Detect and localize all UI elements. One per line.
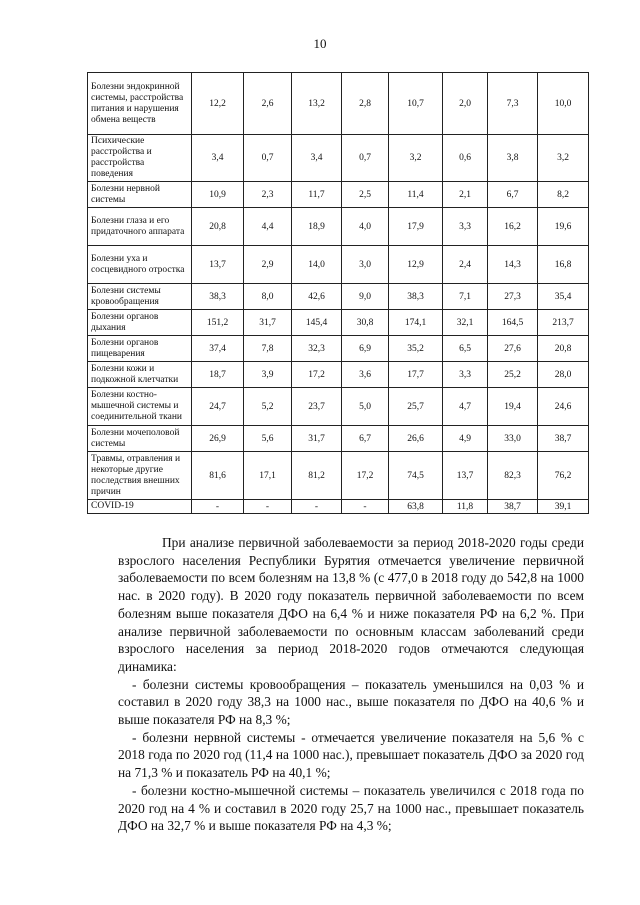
row-label: Болезни костно-мышечной системы и соединительной ткани xyxy=(88,388,192,426)
value-cell: 18,9 xyxy=(292,208,342,246)
value-cell: 0,7 xyxy=(244,135,292,182)
value-cell: 13,2 xyxy=(292,73,342,135)
value-cell: 30,8 xyxy=(342,310,389,336)
value-cell: 17,2 xyxy=(342,452,389,500)
value-cell: 3,2 xyxy=(389,135,443,182)
value-cell: 7,3 xyxy=(488,73,538,135)
table-row xyxy=(88,135,589,182)
value-cell: 20,8 xyxy=(538,336,589,362)
row-label: Болезни органов пищеварения xyxy=(88,336,192,362)
value-cell: 74,5 xyxy=(389,452,443,500)
value-cell: 17,7 xyxy=(389,362,443,388)
row-label: Психические расстройства и расстройства поведения xyxy=(88,135,192,182)
value-cell: 3,9 xyxy=(244,362,292,388)
table-row xyxy=(88,284,589,310)
value-cell: 35,2 xyxy=(389,336,443,362)
value-cell: 9,0 xyxy=(342,284,389,310)
value-cell: - xyxy=(292,500,342,514)
row-label: Болезни уха и сосцевидного отростка xyxy=(88,246,192,284)
value-cell: 31,7 xyxy=(244,310,292,336)
value-cell: 2,6 xyxy=(244,73,292,135)
value-cell: 3,4 xyxy=(292,135,342,182)
value-cell: 38,3 xyxy=(192,284,244,310)
value-cell: 10,9 xyxy=(192,182,244,208)
value-cell: 8,2 xyxy=(538,182,589,208)
value-cell: 14,0 xyxy=(292,246,342,284)
body-text xyxy=(118,534,584,835)
table-body xyxy=(88,73,589,514)
value-cell: 24,7 xyxy=(192,388,244,426)
value-cell: 63,8 xyxy=(389,500,443,514)
value-cell: 25,2 xyxy=(488,362,538,388)
value-cell: 18,7 xyxy=(192,362,244,388)
table-row xyxy=(88,182,589,208)
table-row xyxy=(88,208,589,246)
value-cell: 6,9 xyxy=(342,336,389,362)
value-cell: 2,4 xyxy=(443,246,488,284)
row-label: Болезни эндокринной системы, расстройства питания и нарушения обмена веществ xyxy=(88,73,192,135)
value-cell: 38,7 xyxy=(538,426,589,452)
table-row xyxy=(88,73,589,135)
value-cell: 38,3 xyxy=(389,284,443,310)
table-row xyxy=(88,246,589,284)
table-row xyxy=(88,452,589,500)
value-cell: 32,3 xyxy=(292,336,342,362)
value-cell: 10,7 xyxy=(389,73,443,135)
value-cell: 13,7 xyxy=(192,246,244,284)
row-label: Травмы, отравления и некоторые другие последствия внешних причин xyxy=(88,452,192,500)
row-label: Болезни нервной системы xyxy=(88,182,192,208)
value-cell: 23,7 xyxy=(292,388,342,426)
value-cell: 31,7 xyxy=(292,426,342,452)
value-cell: 11,8 xyxy=(443,500,488,514)
morbidity-table xyxy=(87,72,589,514)
value-cell: - xyxy=(192,500,244,514)
row-label: Болезни кожи и подкожной клетчатки xyxy=(88,362,192,388)
value-cell: 27,3 xyxy=(488,284,538,310)
value-cell: 19,4 xyxy=(488,388,538,426)
value-cell: 164,5 xyxy=(488,310,538,336)
value-cell: 2,8 xyxy=(342,73,389,135)
value-cell: 16,8 xyxy=(538,246,589,284)
paragraph-nervous: - болезни нервной системы - отмечается увеличение показателя на 5,6 % с 2018 года по 2020 год (11,4 на 1000 нас.), превышает показатель ДФО за 2020 год на 71,3 % и показатель РФ на 40,1 %; xyxy=(118,729,584,781)
value-cell: - xyxy=(244,500,292,514)
value-cell: 11,4 xyxy=(389,182,443,208)
value-cell: 28,0 xyxy=(538,362,589,388)
value-cell: 12,9 xyxy=(389,246,443,284)
value-cell: 42,6 xyxy=(292,284,342,310)
value-cell: 4,0 xyxy=(342,208,389,246)
value-cell: 76,2 xyxy=(538,452,589,500)
value-cell: 3,3 xyxy=(443,362,488,388)
value-cell: 26,6 xyxy=(389,426,443,452)
value-cell: 213,7 xyxy=(538,310,589,336)
value-cell: 8,0 xyxy=(244,284,292,310)
value-cell: 38,7 xyxy=(488,500,538,514)
value-cell: 3,4 xyxy=(192,135,244,182)
value-cell: 24,6 xyxy=(538,388,589,426)
value-cell: - xyxy=(342,500,389,514)
value-cell: 3,2 xyxy=(538,135,589,182)
value-cell: 5,2 xyxy=(244,388,292,426)
value-cell: 5,0 xyxy=(342,388,389,426)
value-cell: 6,5 xyxy=(443,336,488,362)
table-row xyxy=(88,310,589,336)
value-cell: 14,3 xyxy=(488,246,538,284)
value-cell: 17,9 xyxy=(389,208,443,246)
row-label: COVID-19 xyxy=(88,500,192,514)
row-label: Болезни органов дыхания xyxy=(88,310,192,336)
paragraph-intro: При анализе первичной заболеваемости за период 2018-2020 годы среди взрослого населения Республики Бурятия отмечается увеличение первичной заболеваемости по всем болезням на 13,8 % (с 477,0 в 2018 году до 542,8 на 1000 нас. в 2020 году). В 2020 году показатель первичной заболеваемости по всем болезням выше показателя ДФО на 6,4 % и ниже показателя РФ на 6,2 %. При анализе первичной заболеваемости по основным классам заболеваний среди взрослого населения за период 2018-2020 годов отмечаются следующая динамика: xyxy=(118,535,584,674)
value-cell: 3,3 xyxy=(443,208,488,246)
value-cell: 0,6 xyxy=(443,135,488,182)
value-cell: 145,4 xyxy=(292,310,342,336)
value-cell: 82,3 xyxy=(488,452,538,500)
page-number: 10 xyxy=(313,36,327,51)
value-cell: 4,9 xyxy=(443,426,488,452)
value-cell: 17,2 xyxy=(292,362,342,388)
value-cell: 7,8 xyxy=(244,336,292,362)
value-cell: 19,6 xyxy=(538,208,589,246)
value-cell: 151,2 xyxy=(192,310,244,336)
value-cell: 16,2 xyxy=(488,208,538,246)
table-row xyxy=(88,500,589,514)
value-cell: 6,7 xyxy=(342,426,389,452)
value-cell: 2,0 xyxy=(443,73,488,135)
value-cell: 35,4 xyxy=(538,284,589,310)
value-cell: 33,0 xyxy=(488,426,538,452)
value-cell: 7,1 xyxy=(443,284,488,310)
value-cell: 37,4 xyxy=(192,336,244,362)
value-cell: 32,1 xyxy=(443,310,488,336)
value-cell: 81,2 xyxy=(292,452,342,500)
value-cell: 3,0 xyxy=(342,246,389,284)
row-label: Болезни мочеполовой системы xyxy=(88,426,192,452)
value-cell: 26,9 xyxy=(192,426,244,452)
row-label: Болезни системы кровообращения xyxy=(88,284,192,310)
value-cell: 0,7 xyxy=(342,135,389,182)
value-cell: 2,3 xyxy=(244,182,292,208)
value-cell: 39,1 xyxy=(538,500,589,514)
table-row xyxy=(88,426,589,452)
value-cell: 4,4 xyxy=(244,208,292,246)
table-row xyxy=(88,388,589,426)
value-cell: 6,7 xyxy=(488,182,538,208)
value-cell: 4,7 xyxy=(443,388,488,426)
value-cell: 174,1 xyxy=(389,310,443,336)
value-cell: 81,6 xyxy=(192,452,244,500)
table-row xyxy=(88,362,589,388)
paragraph-circulatory: - болезни системы кровообращения – показатель уменьшился на 0,03 % и составил в 2020 году 38,3 на 1000 нас., выше показателя по ДФО на 40,6 % и выше показателя РФ на 8,3 %; xyxy=(118,676,584,728)
paragraph-musculoskeletal: - болезни костно-мышечной системы – показатель увеличился с 2018 года по 2020 год на 4 % и составил в 2020 году 25,7 на 1000 нас., превышает показатель ДФО на 32,7 % и выше показателя РФ на 4,3 %; xyxy=(118,782,584,834)
value-cell: 13,7 xyxy=(443,452,488,500)
value-cell: 2,1 xyxy=(443,182,488,208)
value-cell: 11,7 xyxy=(292,182,342,208)
value-cell: 27,6 xyxy=(488,336,538,362)
value-cell: 2,9 xyxy=(244,246,292,284)
value-cell: 5,6 xyxy=(244,426,292,452)
value-cell: 2,5 xyxy=(342,182,389,208)
value-cell: 25,7 xyxy=(389,388,443,426)
table-row xyxy=(88,336,589,362)
value-cell: 3,8 xyxy=(488,135,538,182)
row-label: Болезни глаза и его придаточного аппарата xyxy=(88,208,192,246)
value-cell: 20,8 xyxy=(192,208,244,246)
value-cell: 10,0 xyxy=(538,73,589,135)
value-cell: 3,6 xyxy=(342,362,389,388)
value-cell: 17,1 xyxy=(244,452,292,500)
value-cell: 12,2 xyxy=(192,73,244,135)
